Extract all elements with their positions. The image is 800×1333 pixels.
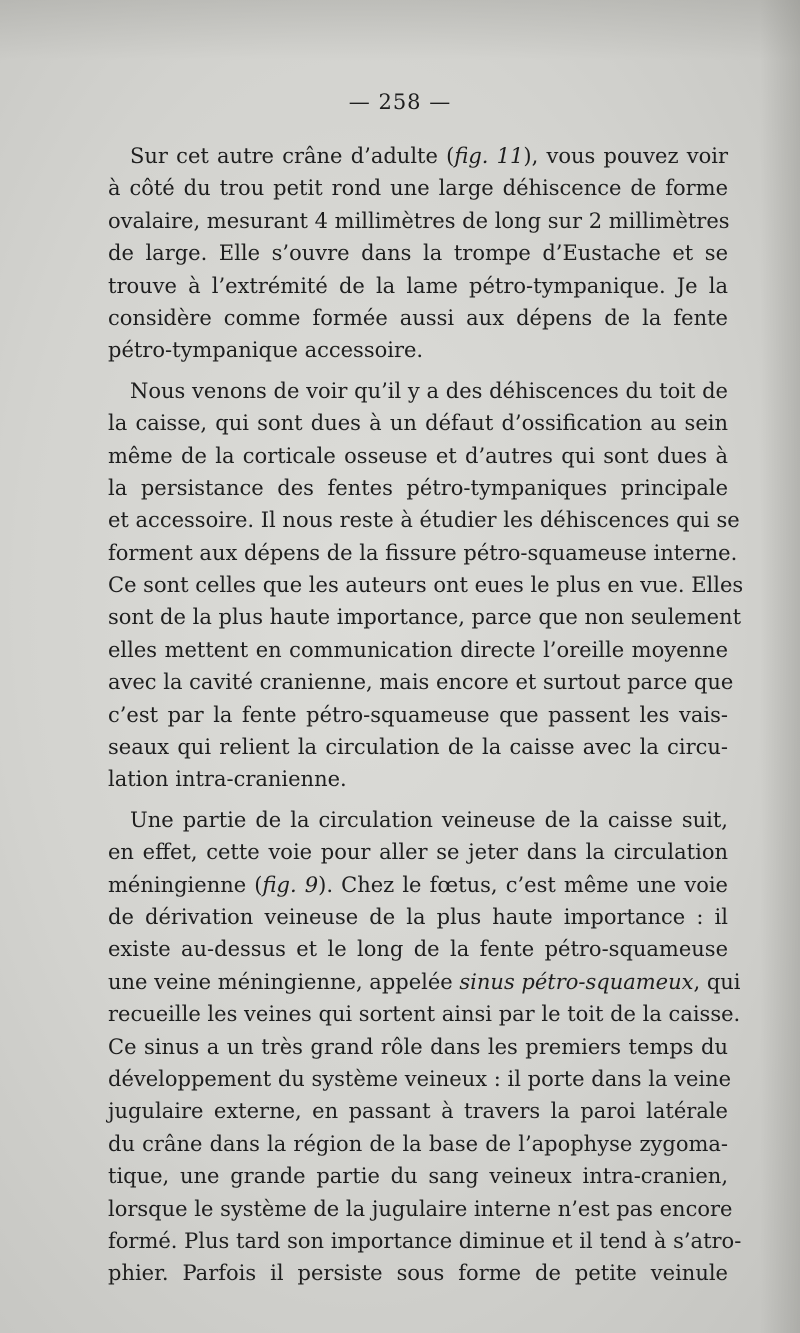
text-line: du crâne dans la région de la base de l’apophyse zygoma- (108, 1131, 728, 1156)
body-text (108, 140, 744, 1290)
page-number: — 258 — (348, 90, 452, 114)
text-line: recueille les veines qui sortent ainsi par le toit de la caisse. (108, 1002, 741, 1027)
text-line: Une partie de la circulation veineuse de la caisse suit, (130, 807, 728, 832)
text-line: existe au-dessus et le long de la fente pétro-squameuse (108, 937, 728, 962)
text-line: elles mettent en communication directe l’oreille moyenne (108, 637, 728, 662)
text-line: Ce sont celles que les auteurs ont eues le plus en vue. Elles (108, 573, 744, 598)
text-line: pétro-tympanique accessoire. (108, 338, 424, 363)
text-line: de dérivation veineuse de la plus haute importance : il (108, 904, 728, 929)
text-line: formé. Plus tard son importance diminue et il tend à s’atro- (108, 1228, 742, 1253)
text-line: Sur cet autre crâne d’adulte (fig. 11), vous pouvez voir (130, 144, 728, 168)
text-line: ovalaire, mesurant 4 millimètres de long sur 2 millimètres (108, 208, 730, 233)
text-line: phier. Parfois il persiste sous forme de petite veinule (108, 1261, 728, 1286)
text-line: jugulaire externe, en passant à travers la paroi latérale (108, 1099, 728, 1124)
paragraph-2 (108, 375, 744, 796)
text-line: avec la cavité cranienne, mais encore et surtout parce que (108, 670, 734, 695)
text-line: considère comme formée aussi aux dépens de la fente (108, 305, 728, 330)
text-line: c’est par la fente pétro-squameuse que passent les vais- (108, 702, 728, 727)
page-edge-shadow-right (760, 0, 800, 1333)
text-line: et accessoire. Il nous reste à étudier les déhiscences qui se (108, 508, 740, 533)
text-line: lorsque le système de la jugulaire interne n’est pas encore (108, 1196, 733, 1221)
text-line: la persistance des fentes pétro-tympaniques principale (108, 475, 728, 500)
text-line: lation intra-cranienne. (108, 767, 347, 792)
text-line: Nous venons de voir qu’il y a des déhiscences du toit de (130, 378, 728, 403)
text-line: de large. Elle s’ouvre dans la trompe d’Eustache et se (108, 241, 728, 266)
text-line: même de la corticale osseuse et d’autres qui sont dues à (108, 443, 728, 468)
text-line: développement du système veineux : il porte dans la veine (108, 1066, 732, 1091)
text-line: seaux qui relient la circulation de la caisse avec la circu- (108, 735, 728, 760)
paragraph-3 (108, 804, 742, 1290)
text-line: méningienne (fig. 9). Chez le fœtus, c’est même une voie (108, 872, 728, 897)
text-line: la caisse, qui sont dues à un défaut d’ossification au sein (108, 411, 728, 436)
text-line: trouve à l’extrémité de la lame pétro-tympanique. Je la (108, 273, 728, 298)
text-line: tique, une grande partie du sang veineux intra-cranien, (108, 1164, 728, 1189)
text-line: en effet, cette voie pour aller se jeter dans la circulation (108, 840, 728, 865)
paragraph-1 (108, 140, 728, 367)
page-edge-shadow-top (0, 0, 800, 60)
text-line: à côté du trou petit rond une large déhiscence de forme (108, 176, 728, 201)
text-line: Ce sinus a un très grand rôle dans les premiers temps du (108, 1034, 728, 1059)
text-line: une veine méningienne, appelée sinus pétro-squameux, qui (108, 969, 741, 994)
text-line: sont de la plus haute importance, parce que non seulement (108, 605, 742, 630)
text-line: forment aux dépens de la fissure pétro-squameuse interne. (108, 540, 738, 565)
